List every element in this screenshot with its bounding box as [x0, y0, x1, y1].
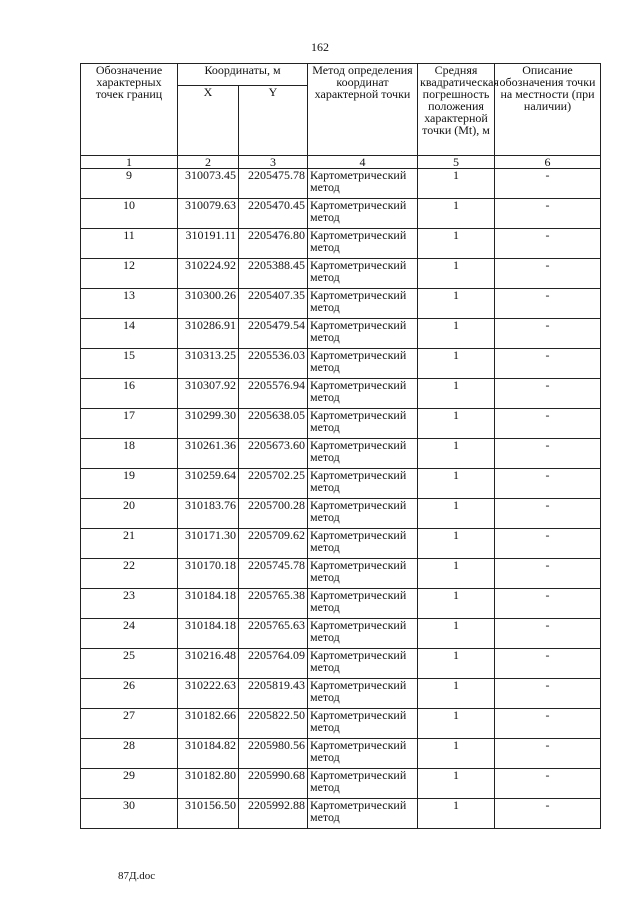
x-coordinate-cell: 310183.76 [178, 499, 239, 529]
method-cell: Картометрический метод [308, 589, 418, 619]
y-coordinate-cell: 2205475.78 [239, 169, 308, 199]
x-coordinate-cell: 310191.11 [178, 229, 239, 259]
method-cell: Картометрический метод [308, 349, 418, 379]
error-cell: 1 [418, 529, 495, 559]
error-cell: 1 [418, 559, 495, 589]
table-row [81, 469, 601, 499]
table-row [81, 679, 601, 709]
description-cell: - [495, 469, 601, 499]
method-cell: Картометрический метод [308, 529, 418, 559]
error-cell: 1 [418, 709, 495, 739]
header-y: Y [239, 86, 308, 156]
point-cell: 24 [81, 619, 178, 649]
point-cell: 14 [81, 319, 178, 349]
table-row [81, 169, 601, 199]
method-cell: Картометрический метод [308, 559, 418, 589]
point-cell: 26 [81, 679, 178, 709]
x-coordinate-cell: 310073.45 [178, 169, 239, 199]
description-cell: - [495, 499, 601, 529]
error-cell: 1 [418, 229, 495, 259]
method-cell: Картометрический метод [308, 229, 418, 259]
y-coordinate-cell: 2205388.45 [239, 259, 308, 289]
description-cell: - [495, 169, 601, 199]
header-x: X [178, 86, 239, 156]
description-cell: - [495, 799, 601, 829]
table-row [81, 229, 601, 259]
column-number: 6 [495, 156, 601, 169]
x-coordinate-cell: 310156.50 [178, 799, 239, 829]
point-cell: 22 [81, 559, 178, 589]
point-cell: 13 [81, 289, 178, 319]
error-cell: 1 [418, 649, 495, 679]
method-cell: Картометрический метод [308, 319, 418, 349]
error-cell: 1 [418, 199, 495, 229]
error-cell: 1 [418, 169, 495, 199]
error-cell: 1 [418, 379, 495, 409]
point-cell: 23 [81, 589, 178, 619]
boundary-points-table [80, 63, 601, 829]
y-coordinate-cell: 2205536.03 [239, 349, 308, 379]
table-row [81, 289, 601, 319]
table-row [81, 259, 601, 289]
method-cell: Картометрический метод [308, 769, 418, 799]
point-cell: 27 [81, 709, 178, 739]
x-coordinate-cell: 310171.30 [178, 529, 239, 559]
description-cell: - [495, 319, 601, 349]
error-cell: 1 [418, 259, 495, 289]
point-cell: 17 [81, 409, 178, 439]
description-cell: - [495, 709, 601, 739]
description-cell: - [495, 259, 601, 289]
y-coordinate-cell: 2205745.78 [239, 559, 308, 589]
point-cell: 12 [81, 259, 178, 289]
column-number: 1 [81, 156, 178, 169]
y-coordinate-cell: 2205990.68 [239, 769, 308, 799]
description-cell: - [495, 379, 601, 409]
error-cell: 1 [418, 289, 495, 319]
header-point: Обозначение характерных точек границ [81, 64, 178, 156]
y-coordinate-cell: 2205992.88 [239, 799, 308, 829]
error-cell: 1 [418, 349, 495, 379]
method-cell: Картометрический метод [308, 469, 418, 499]
point-cell: 30 [81, 799, 178, 829]
y-coordinate-cell: 2205479.54 [239, 319, 308, 349]
x-coordinate-cell: 310184.18 [178, 619, 239, 649]
table-row [81, 379, 601, 409]
table-row [81, 349, 601, 379]
y-coordinate-cell: 2205476.80 [239, 229, 308, 259]
page-number: 162 [311, 40, 329, 54]
x-coordinate-cell: 310299.30 [178, 409, 239, 439]
description-cell: - [495, 649, 601, 679]
description-cell: - [495, 349, 601, 379]
y-coordinate-cell: 2205980.56 [239, 739, 308, 769]
x-coordinate-cell: 310300.26 [178, 289, 239, 319]
table-row [81, 319, 601, 349]
error-cell: 1 [418, 799, 495, 829]
x-coordinate-cell: 310286.91 [178, 319, 239, 349]
table-row [81, 409, 601, 439]
y-coordinate-cell: 2205638.05 [239, 409, 308, 439]
description-cell: - [495, 229, 601, 259]
error-cell: 1 [418, 319, 495, 349]
description-cell: - [495, 769, 601, 799]
header-error: Средняя квадратическая погрешность положения характерной точки (Mt), м [418, 64, 495, 156]
method-cell: Картометрический метод [308, 259, 418, 289]
point-cell: 29 [81, 769, 178, 799]
method-cell: Картометрический метод [308, 409, 418, 439]
method-cell: Картометрический метод [308, 169, 418, 199]
method-cell: Картометрический метод [308, 289, 418, 319]
point-cell: 11 [81, 229, 178, 259]
error-cell: 1 [418, 679, 495, 709]
table-row [81, 799, 601, 829]
description-cell: - [495, 679, 601, 709]
method-cell: Картометрический метод [308, 649, 418, 679]
description-cell: - [495, 289, 601, 319]
description-cell: - [495, 409, 601, 439]
footer-filename: 87Д.doc [118, 870, 156, 882]
method-cell: Картометрический метод [308, 439, 418, 469]
point-cell: 28 [81, 739, 178, 769]
method-cell: Картометрический метод [308, 799, 418, 829]
description-cell: - [495, 529, 601, 559]
header-method: Метод определения координат характерной точки [308, 64, 418, 156]
table-row [81, 739, 601, 769]
method-cell: Картометрический метод [308, 379, 418, 409]
table-row [81, 439, 601, 469]
table-row [81, 529, 601, 559]
table-row [81, 589, 601, 619]
point-cell: 15 [81, 349, 178, 379]
method-cell: Картометрический метод [308, 679, 418, 709]
table-row [81, 619, 601, 649]
method-cell: Картометрический метод [308, 619, 418, 649]
error-cell: 1 [418, 499, 495, 529]
table-row [81, 499, 601, 529]
y-coordinate-cell: 2205765.63 [239, 619, 308, 649]
x-coordinate-cell: 310313.25 [178, 349, 239, 379]
y-coordinate-cell: 2205470.45 [239, 199, 308, 229]
error-cell: 1 [418, 589, 495, 619]
method-cell: Картометрический метод [308, 739, 418, 769]
x-coordinate-cell: 310259.64 [178, 469, 239, 499]
column-number: 3 [239, 156, 308, 169]
point-cell: 25 [81, 649, 178, 679]
x-coordinate-cell: 310184.82 [178, 739, 239, 769]
point-cell: 21 [81, 529, 178, 559]
description-cell: - [495, 589, 601, 619]
error-cell: 1 [418, 769, 495, 799]
error-cell: 1 [418, 619, 495, 649]
method-cell: Картометрический метод [308, 199, 418, 229]
point-cell: 18 [81, 439, 178, 469]
description-cell: - [495, 559, 601, 589]
x-coordinate-cell: 310216.48 [178, 649, 239, 679]
y-coordinate-cell: 2205765.38 [239, 589, 308, 619]
error-cell: 1 [418, 739, 495, 769]
y-coordinate-cell: 2205822.50 [239, 709, 308, 739]
method-cell: Картометрический метод [308, 709, 418, 739]
y-coordinate-cell: 2205709.62 [239, 529, 308, 559]
table-row [81, 769, 601, 799]
error-cell: 1 [418, 439, 495, 469]
error-cell: 1 [418, 469, 495, 499]
point-cell: 20 [81, 499, 178, 529]
description-cell: - [495, 619, 601, 649]
x-coordinate-cell: 310261.36 [178, 439, 239, 469]
y-coordinate-cell: 2205407.35 [239, 289, 308, 319]
x-coordinate-cell: 310184.18 [178, 589, 239, 619]
x-coordinate-cell: 310182.80 [178, 769, 239, 799]
description-cell: - [495, 439, 601, 469]
point-cell: 9 [81, 169, 178, 199]
table-row [81, 649, 601, 679]
x-coordinate-cell: 310222.63 [178, 679, 239, 709]
point-cell: 16 [81, 379, 178, 409]
description-cell: - [495, 739, 601, 769]
column-number: 2 [178, 156, 239, 169]
header-description: Описание обозначения точки на местности (при наличии) [495, 64, 601, 156]
y-coordinate-cell: 2205673.60 [239, 439, 308, 469]
x-coordinate-cell: 310224.92 [178, 259, 239, 289]
y-coordinate-cell: 2205819.43 [239, 679, 308, 709]
error-cell: 1 [418, 409, 495, 439]
table-row [81, 709, 601, 739]
point-cell: 10 [81, 199, 178, 229]
column-number: 4 [308, 156, 418, 169]
y-coordinate-cell: 2205702.25 [239, 469, 308, 499]
point-cell: 19 [81, 469, 178, 499]
x-coordinate-cell: 310182.66 [178, 709, 239, 739]
y-coordinate-cell: 2205764.09 [239, 649, 308, 679]
table-row [81, 199, 601, 229]
y-coordinate-cell: 2205576.94 [239, 379, 308, 409]
method-cell: Картометрический метод [308, 499, 418, 529]
x-coordinate-cell: 310170.18 [178, 559, 239, 589]
table-row [81, 559, 601, 589]
column-number: 5 [418, 156, 495, 169]
y-coordinate-cell: 2205700.28 [239, 499, 308, 529]
header-coordinates: Координаты, м [178, 64, 308, 86]
x-coordinate-cell: 310307.92 [178, 379, 239, 409]
description-cell: - [495, 199, 601, 229]
x-coordinate-cell: 310079.63 [178, 199, 239, 229]
